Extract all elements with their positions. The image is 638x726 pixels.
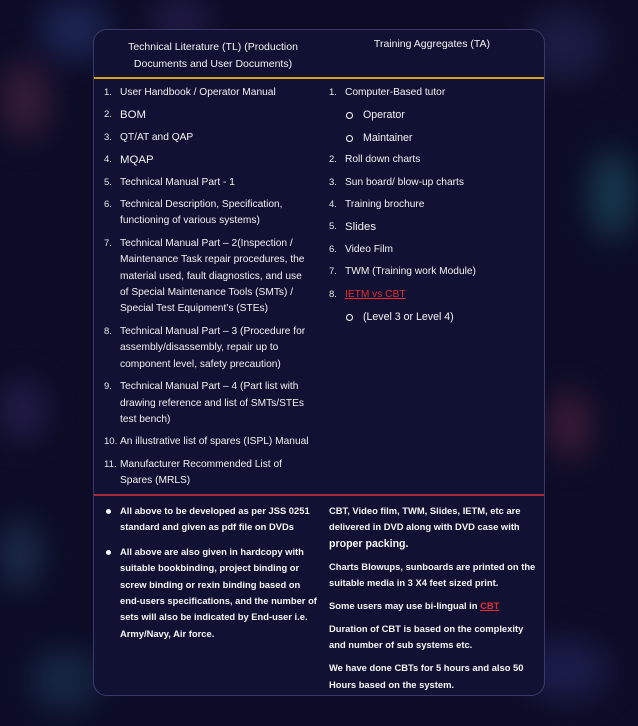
bullet-icon — [106, 550, 111, 555]
item-number: 5. — [329, 221, 337, 233]
item-number: 5. — [104, 176, 112, 188]
list-item — [94, 107, 319, 123]
list-item — [94, 434, 319, 450]
item-text: Roll down charts — [345, 154, 421, 166]
note-paragraph — [329, 621, 541, 654]
item-number: 7. — [329, 266, 337, 278]
header-technical-literature: Technical Literature (TL) (Production Documents and User Documents) — [128, 41, 298, 70]
item-number: 9. — [104, 381, 112, 393]
item-number: 1. — [329, 87, 337, 98]
circle-bullet-icon — [346, 112, 353, 119]
item-number: 2. — [329, 154, 337, 166]
list-item — [319, 287, 541, 303]
delivery-notes-left — [94, 503, 322, 650]
sub-item-text: (Level 3 or Level 4) — [363, 311, 454, 324]
sub-list-item — [319, 107, 541, 123]
bullet-icon — [106, 509, 111, 514]
header-training-aggregates: Training Aggregates (TA) — [373, 38, 491, 50]
technical-literature-list — [94, 85, 319, 496]
item-text: Video Film — [345, 243, 393, 255]
item-text: Manufacturer Recommended List of Spares (MRLS) — [120, 458, 282, 487]
note-paragraph — [329, 598, 541, 614]
sub-list-item — [319, 130, 541, 146]
item-text: Technical Manual Part – 3 (Procedure for assembly/disassembly, repair up to component level, safety precaution) — [120, 325, 306, 370]
item-text: Slides — [345, 221, 377, 234]
list-item — [94, 175, 319, 191]
note-text: Duration of CBT is based on the complexity and number of sub systems etc. — [329, 622, 524, 651]
item-number: 2. — [104, 109, 112, 121]
list-item — [319, 152, 541, 168]
content-panel — [93, 29, 545, 696]
list-item — [94, 130, 319, 146]
item-text: Technical Description, Specification, functioning of various systems) — [120, 199, 283, 227]
list-item — [94, 197, 319, 230]
item-text: Computer-Based tutor — [345, 87, 446, 98]
background-bokeh — [590, 150, 635, 240]
note-text-emphasis: proper packing. — [329, 537, 409, 550]
item-number: 7. — [104, 237, 112, 249]
header-divider — [94, 77, 544, 79]
note-paragraph — [329, 503, 541, 552]
background-bokeh — [0, 520, 40, 590]
list-item — [319, 197, 541, 213]
item-number: 6. — [329, 243, 337, 255]
item-text: Technical Manual Part – 4 (Part list with drawing reference and list of SMTs/STEs test bench) — [120, 381, 305, 425]
note-paragraph — [329, 660, 541, 693]
item-text: User Handbook / Operator Manual — [120, 87, 276, 98]
bullet-text: All above are also given in hardcopy with suitable bookbinding, project binding or screw binding or rexin binding based on end-users specifications, and the number of sets will also be indicated by End-user i.e. Army/Navy, Air force. — [120, 545, 317, 639]
bullet-text: All above to be developed as per JSS 0251 standard and given as pdf file on DVDs — [120, 505, 310, 533]
circle-bullet-icon — [346, 135, 353, 142]
note-text: CBT, Video film, TWM, Slides, IETM, etc are delivered in DVD along with DVD case with — [329, 505, 521, 533]
item-number: 3. — [329, 176, 337, 188]
item-number: 4. — [104, 154, 112, 166]
list-item — [94, 324, 319, 373]
item-text: Training brochure — [345, 199, 425, 211]
item-text: Sun board/ blow-up charts — [345, 176, 464, 188]
list-item — [319, 242, 541, 258]
background-bokeh — [550, 390, 590, 460]
training-aggregates-list — [319, 85, 541, 331]
list-item — [94, 85, 319, 101]
bullet-item — [94, 503, 322, 536]
delivery-notes-right — [329, 503, 541, 696]
section-divider — [94, 494, 544, 496]
sub-item-text: Operator — [363, 109, 405, 122]
note-text: Some users may use bi-lingual in — [329, 600, 478, 612]
bullet-item — [94, 544, 322, 642]
item-number: 4. — [329, 199, 337, 211]
item-text: Technical Manual Part - 1 — [120, 176, 235, 188]
list-item — [319, 175, 541, 191]
item-number: 3. — [104, 131, 112, 143]
list-item — [319, 85, 541, 101]
ietm-vs-cbt-link[interactable]: IETM vs CBT — [345, 288, 406, 300]
list-item — [94, 457, 319, 490]
item-text: Technical Manual Part – 2(Inspection / Maintenance Task repair procedures, the material used, fault diagnostics, and use of Special Maintenance Tools (SMTs) / Special Test Equipment’s (STEs) — [120, 237, 305, 315]
table-header — [94, 30, 544, 77]
item-text: BOM — [120, 109, 146, 122]
background-bokeh — [0, 60, 50, 140]
item-text: An illustrative list of spares (ISPL) Manual — [120, 436, 309, 448]
item-number: 6. — [104, 199, 112, 211]
item-number: 10. — [104, 436, 118, 448]
list-item — [94, 236, 319, 318]
cbt-link[interactable]: CBT — [480, 600, 500, 612]
background-bokeh — [30, 650, 100, 710]
background-bokeh — [0, 380, 45, 440]
note-text: Charts Blowups, sunboards are printed on the suitable media in 3 X4 feet sized print. — [329, 560, 536, 589]
circle-bullet-icon — [346, 314, 353, 321]
list-item — [94, 379, 319, 428]
list-item — [94, 152, 319, 168]
sub-item-text: Maintainer — [363, 131, 413, 144]
sub-list-item — [319, 309, 541, 325]
item-text: MQAP — [120, 154, 154, 167]
note-text: We have done CBTs for 5 hours and also 50 Hours based on the system. — [329, 662, 524, 690]
item-number: 11. — [104, 458, 117, 470]
item-text: TWM (Training work Module) — [345, 266, 476, 278]
item-number: 8. — [329, 288, 337, 300]
item-text: QT/AT and QAP — [120, 131, 194, 143]
item-number: 1. — [104, 87, 112, 98]
item-number: 8. — [104, 325, 112, 337]
list-item — [319, 219, 541, 235]
note-paragraph — [329, 559, 541, 592]
list-item — [319, 264, 541, 280]
